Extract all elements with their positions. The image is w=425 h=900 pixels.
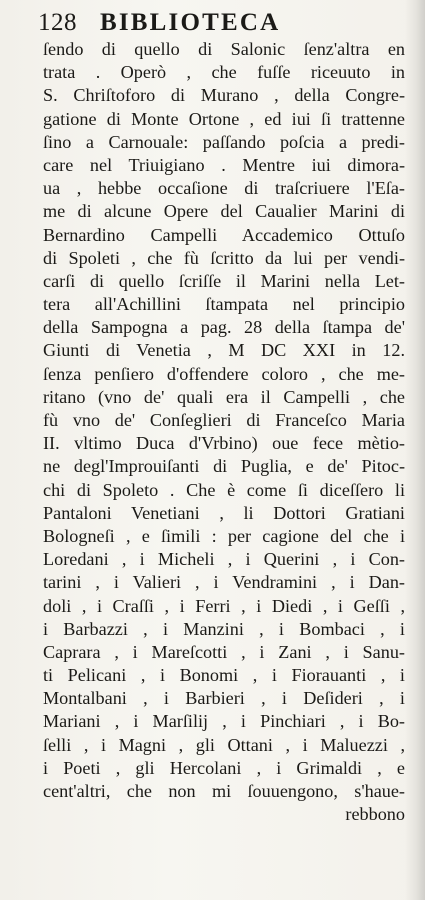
text-line: ſino a Carnouale: paſſando poſcia a predi- [43,131,405,152]
text-line: Giunti di Venetia , M DC XXI in 12. [43,340,405,361]
text-line: chi di Spoleto . Che è come ſi diceſſero li [43,479,405,500]
running-head: BIBLIOTECA [100,9,281,36]
body-text [43,38,405,826]
text-line: Pantaloni Venetiani , li Dottori Gratiani [43,502,405,523]
text-line: i Poeti , gli Hercolani , i Grimaldi , e [43,757,405,778]
text-line: Bernardino Campelli Accademico Ottuſo [43,224,405,245]
text-line: Mariani , i Marſilij , i Pinchiari , i Bo- [43,711,405,732]
text-line: ſelli , i Magni , gli Ottani , i Maluezzi , [43,734,405,755]
text-line: ua , hebbe occaſione di traſcriuere l'Eſa- [43,178,405,199]
text-line: ti Pelicani , i Bonomi , i Fiorauanti , i [43,665,405,686]
text-line: me di alcune Opere del Caualier Marini di [43,201,405,222]
text-line: tera all'Achillini ſtampata nel principio [43,294,405,315]
text-line: di Spoleti , che fù ſcritto da lui per vendi- [43,247,405,268]
text-line: Caprara , i Mareſcotti , i Zani , i Sanu- [43,641,405,662]
text-line: ſendo di quello di Salonic ſenz'altra en [43,39,405,59]
text-line: Loredani , i Micheli , i Querini , i Con- [43,549,405,570]
text-line: II. vltimo Duca d'Vrbino) oue fece mètio- [43,433,405,454]
text-line: trata . Operò , che fuſſe riceuuto in [43,62,405,83]
page-number: 128 [38,9,77,36]
text-line: della Sampogna a pag. 28 della ſtampa de' [43,317,405,338]
text-line: carſi di quello ſcriſſe il Marini nella Let- [43,270,405,291]
text-line: gatione di Monte Ortone , ed iui ſi trattenne [43,108,405,129]
text-line: Bologneſi , e ſimili : per cagione del che i [43,525,405,546]
text-line: Montalbani , i Barbieri , i Deſideri , i [43,688,405,709]
page-edge-shadow [405,0,425,900]
text-line: fù vno de' Conſeglieri di Franceſco Maria [43,410,405,430]
text-line: ritano (vno de' quali era il Campelli , che [43,386,405,407]
text-line: doli , i Craſſi , i Ferri , i Diedi , i Geſſi , [43,595,405,616]
text-line: ne degl'Improuiſanti di Puglia, e de' Pitoc- [43,456,405,477]
text-line: ſenza penſiero d'offendere coloro , che me- [43,363,405,384]
page-header [38,8,398,38]
text-line: tarini , i Valieri , i Vendramini , i Dan- [43,572,405,593]
text-line: cent'altri, che non mi ſouuengono, s'haue- [43,781,405,801]
text-line: S. Chriſtoforo di Murano , della Congre- [43,85,405,106]
text-line-last: rebbono [345,804,405,825]
text-line: care nel Triuigiano . Mentre iui dimora- [43,154,405,175]
text-line: i Barbazzi , i Manzini , i Bombaci , i [43,618,405,639]
